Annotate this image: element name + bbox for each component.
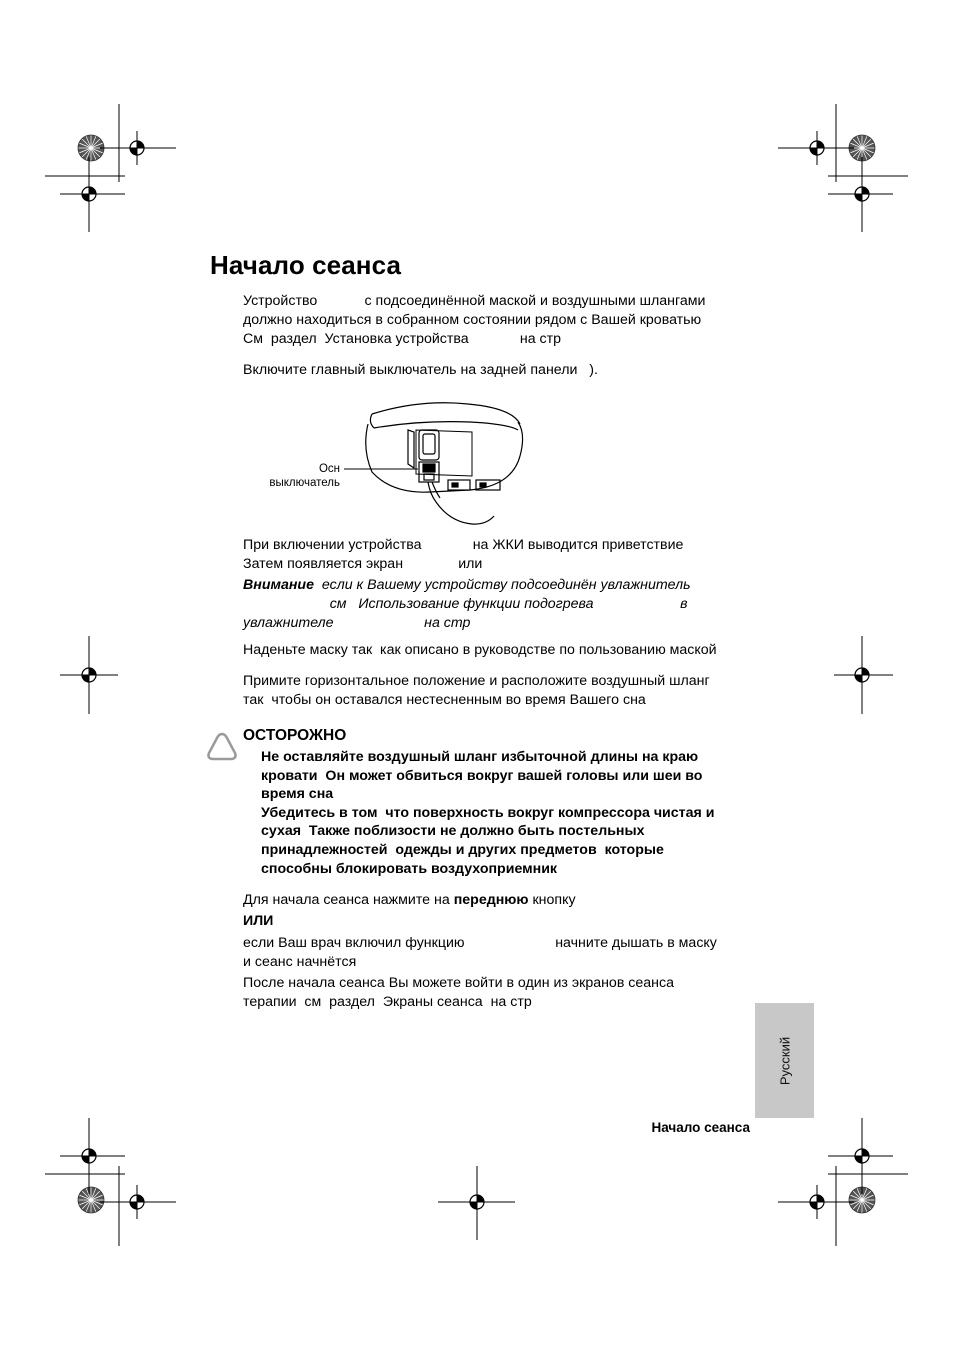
mask-instruction	[243, 641, 717, 660]
note-label: Внимание	[243, 577, 314, 593]
caution-line: Не оставляйте воздушный шланг избыточной длины на краю	[261, 749, 699, 765]
start-text: кнопку	[528, 892, 576, 908]
main-switch-label	[246, 462, 340, 490]
intro-line: См раздел Установка устройства на стр	[243, 331, 562, 347]
position-line: Примите горизонтальное положение и расположите воздушный шланг	[243, 673, 710, 689]
position-line: так чтобы он оставался нестесненным во время Вашего сна	[243, 692, 646, 708]
switch-instruction	[243, 361, 598, 380]
page-title: Начало сеанса	[210, 250, 402, 280]
color-target-icon	[78, 1187, 104, 1213]
note-text: увлажнителе на стр	[243, 615, 471, 631]
caution-triangle-icon	[206, 730, 238, 764]
smartstart-line: и сеанс начнётся	[243, 954, 357, 970]
mask-instruction-text: Наденьте маску так как описано в руководстве по пользованию маской	[243, 642, 717, 658]
caution-title: ОСТОРОЖНО	[243, 727, 347, 744]
caution-line: способны блокировать воздухоприемник	[261, 860, 558, 877]
or-label	[243, 912, 273, 931]
main-switch-label-line: Осн	[318, 463, 340, 475]
caution-text	[261, 748, 714, 878]
position-paragraph	[243, 672, 710, 710]
caution-line: сухая Также поблизости не должно быть постельных	[261, 823, 645, 840]
lcd-line: При включении устройства на ЖКИ выводится приветствие	[243, 537, 684, 553]
after-start-line: терапии см раздел Экраны сеанса на стр	[243, 994, 532, 1010]
caution-line: принадлежностей одежды и других предметов которые	[261, 841, 664, 858]
lcd-paragraph	[243, 536, 683, 574]
note-text: см Использование функции подогрева в	[243, 596, 688, 612]
start-text: Для начала сеанса нажмите на	[243, 892, 454, 908]
lcd-line: Затем появляется экран или	[243, 556, 483, 572]
start-button-name: переднюю	[453, 892, 529, 908]
caution-line: Убедитесь в том что поверхность вокруг компрессора чистая и	[261, 804, 715, 821]
main-switch-label-line: выключатель	[269, 477, 340, 489]
note-text: если к Вашему устройству подсоединён увлажнитель	[314, 577, 691, 593]
language-tab	[755, 1003, 814, 1118]
smartstart-paragraph	[243, 934, 717, 972]
switch-instruction-text: Включите главный выключатель на задней панели ).	[243, 362, 598, 378]
start-instruction	[243, 891, 576, 910]
note-paragraph	[243, 576, 691, 633]
caution-line: время сна	[261, 786, 334, 803]
or-label-text: ИЛИ	[243, 913, 274, 929]
intro-line: Устройство с подсоединённой маской и воздушными шлангами	[243, 293, 706, 309]
after-start-paragraph	[243, 974, 674, 1012]
language-tab-label: Русский	[777, 1036, 792, 1085]
smartstart-line: если Ваш врач включил функцию начните дышать в маску	[243, 935, 717, 951]
page-footer: Начало сеанса	[651, 1120, 750, 1135]
intro-paragraph	[243, 292, 705, 349]
intro-line: должно находиться в собранном состоянии рядом с Вашей кроватью	[243, 312, 702, 328]
caution-line: кровати Он может обвиться вокруг вашей головы или шеи во	[261, 767, 703, 784]
after-start-line: После начала сеанса Вы можете войти в один из экранов сеанса	[243, 975, 674, 991]
